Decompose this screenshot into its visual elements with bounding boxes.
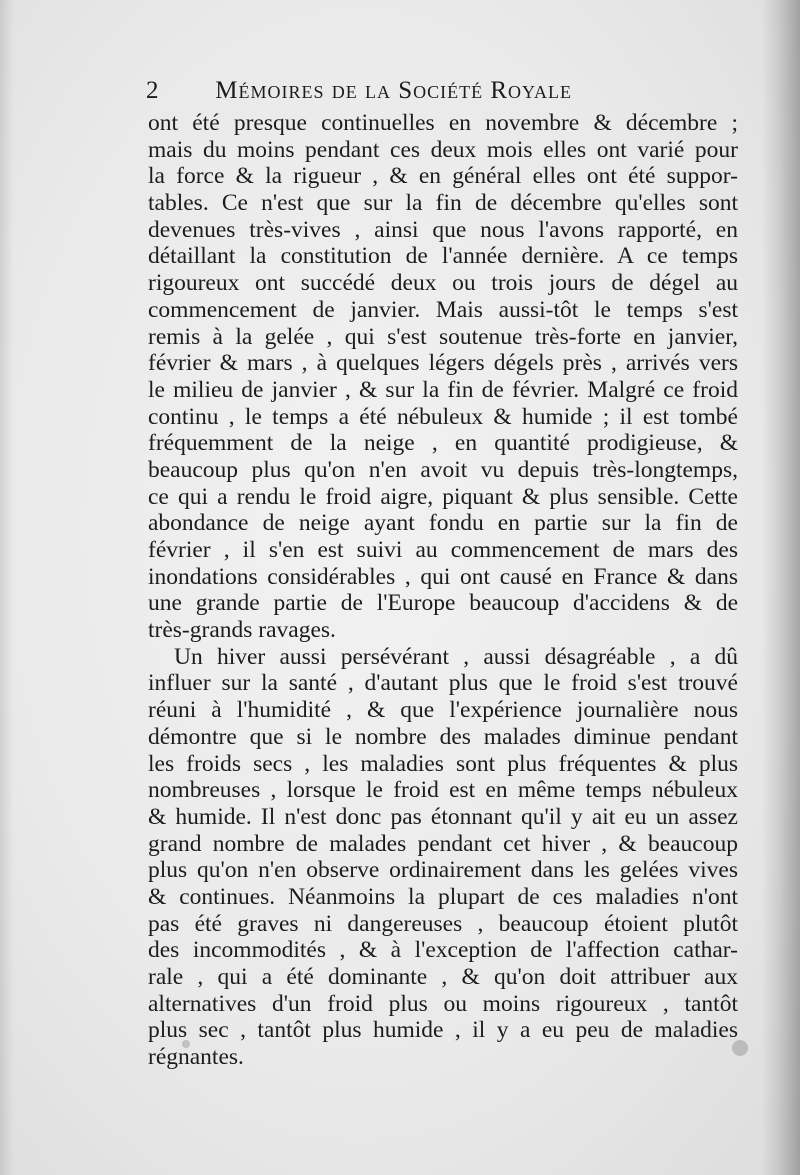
- text-line: réuni à l'humidité , & que l'expérience journalière nous: [148, 697, 738, 724]
- page-left-edge-shadow: [0, 0, 14, 1175]
- text-line: devenues très-vives , ainsi que nous l'avons rapporté, en: [148, 216, 738, 243]
- text-line: inondations considérables , qui ont causé en France & dans: [148, 563, 738, 590]
- running-title: Mémoires de la Société Royale: [215, 77, 573, 104]
- text-line: le milieu de janvier , & sur la fin de février. Malgré ce froid: [148, 376, 738, 403]
- text-line: nombreuses , lorsque le froid est en même temps nébuleux: [148, 777, 738, 804]
- text-line: février & mars , à quelques légers dégels près , arrivés vers: [148, 350, 738, 377]
- text-line: commencement de janvier. Mais aussi-tôt le temps s'est: [148, 296, 738, 323]
- text-line: grand nombre de malades pendant cet hiver , & beaucoup: [148, 830, 738, 857]
- text-line: & humide. Il n'est donc pas étonnant qu'il y ait eu un assez: [148, 803, 738, 830]
- text-line: continu , le temps a été nébuleux & humide ; il est tombé: [148, 403, 738, 430]
- text-line: la force & la rigueur , & en général elles ont été suppor-: [148, 163, 738, 190]
- text-line: & continues. Néanmoins la plupart de ces maladies n'ont: [148, 883, 738, 910]
- text-line: une grande partie de l'Europe beaucoup d'accidens & de: [148, 590, 738, 617]
- text-line: remis à la gelée , qui s'est soutenue très-forte en janvier,: [148, 323, 738, 350]
- text-line: beaucoup plus qu'on n'en avoit vu depuis très-longtemps,: [148, 456, 738, 483]
- text-line: pas été graves ni dangereuses , beaucoup étoient plutôt: [148, 910, 738, 937]
- paragraph-start-line: Un hiver aussi persévérant , aussi désagréable , a dû: [174, 643, 738, 670]
- text-line: influer sur la santé , d'autant plus que le froid s'est trouvé: [148, 670, 738, 697]
- paragraph-end-line: régnantes.: [148, 1044, 244, 1071]
- text-line: fréquemment de la neige , en quantité prodigieuse, &: [148, 430, 738, 457]
- page-spine-shadow: [762, 0, 800, 1175]
- text-line: mais du moins pendant ces deux mois elles ont varié pour: [148, 136, 738, 163]
- text-line: des incommodités , & à l'exception de l'affection cathar-: [148, 937, 738, 964]
- text-line: détaillant la constitution de l'année dernière. A ce temps: [148, 243, 738, 270]
- text-line: abondance de neige ayant fondu en partie sur la fin de: [148, 510, 738, 537]
- text-line: rale , qui a été dominante , & qu'on doit attribuer aux: [148, 964, 738, 990]
- text-line: les froids secs , les maladies sont plus fréquentes & plus: [148, 750, 738, 777]
- text-line: alternatives d'un froid plus ou moins rigoureux , tantôt: [148, 990, 738, 1017]
- text-line: démontre que si le nombre des malades diminue pendant: [148, 723, 738, 750]
- text-line: ce qui a rendu le froid aigre, piquant & plus sensible. Cette: [148, 483, 738, 510]
- text-line: rigoureux ont succédé deux ou trois jours de dégel au: [148, 270, 738, 297]
- paragraph-end-line: très-grands ravages.: [148, 617, 336, 644]
- text-line: tables. Ce n'est que sur la fin de décembre qu'elles sont: [148, 190, 738, 217]
- text-line: plus qu'on n'en observe ordinairement dans les gelées vives: [148, 857, 738, 884]
- body-text: [148, 110, 738, 1071]
- text-line: plus sec , tantôt plus humide , il y a eu peu de maladies: [148, 1017, 738, 1044]
- text-line: février , il s'en est suivi au commencement de mars des: [148, 537, 738, 563]
- text-line: ont été presque continuelles en novembre & décembre ;: [148, 110, 738, 136]
- page-number: 2: [146, 77, 160, 104]
- running-head: [146, 74, 676, 108]
